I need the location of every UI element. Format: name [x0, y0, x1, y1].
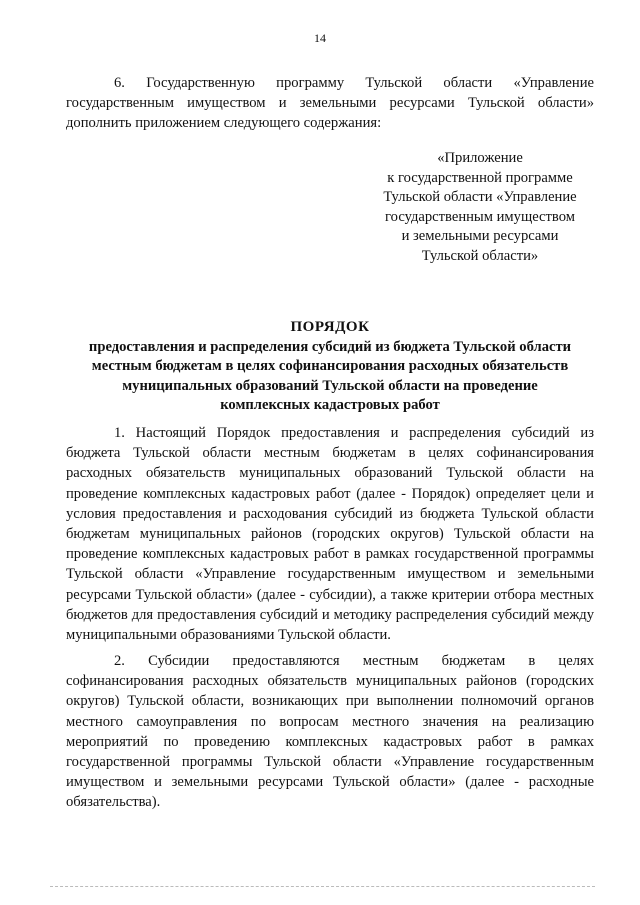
heading-line: муниципальных образований Тульской области на проведение	[122, 377, 538, 394]
appendix-line: Тульской области»	[421, 247, 539, 264]
heading-title: ПОРЯДОК	[290, 319, 370, 335]
body-paragraph-2: 2. Субсидии предоставляются местным бюджетам в целях софинансирования расходных обязательств муниципальных районов (городских округов) Тульской области, возникающих при выполнении полномочий органов местного самоуправления по вопросам местного значения на реализацию мероприятий по проведению комплексных кадастровых работ в рамках государственной программы Тульской области «Управление государственным имуществом и земельными ресурсами Тульской области» (далее - расходные обязательства).	[66, 653, 594, 811]
appendix-line: Тульской области «Управление	[383, 189, 577, 206]
page-number: 14	[314, 31, 326, 45]
heading-line: местным бюджетам в целях софинансирования расходных обязательств	[91, 358, 569, 374]
appendix-line: и земельными ресурсами	[401, 228, 559, 245]
appendix-header-block	[372, 149, 588, 267]
heading-line: комплексных кадастровых работ	[220, 397, 440, 413]
amendment-paragraph-6: 6. Государственную программу Тульской области «Управление государственным имуществом и земельными ресурсами Тульской области» дополнить приложением следующего содержания:	[66, 75, 594, 132]
body-paragraph-1: 1. Настоящий Порядок предоставления и распределения субсидий из бюджета Тульской области местным бюджетам в целях софинансирования расходных обязательств муниципальных образований Тульской области на проведение комплексных кадастровых работ (далее - Порядок) определяет цели и условия предоставления и расходования субсидий из бюджета Тульской области бюджетам муниципальных районов (городских округов) Тульской области на проведение комплексных кадастровых работ в рамках государственной программы Тульской области «Управление государственным имуществом и земельными ресурсами Тульской области» (далее - субсидии), а также критерии отбора местных бюджетов для предоставления субсидий и методику распределения субсидий между муниципальными образованиями Тульской области.	[66, 425, 594, 644]
appendix-line: государственным имуществом	[385, 208, 575, 225]
document-heading	[66, 318, 594, 416]
scan-edge-line	[50, 886, 595, 887]
heading-line: предоставления и распределения субсидий из бюджета Тульской области	[88, 338, 572, 355]
appendix-line: к государственной программе	[387, 169, 573, 186]
appendix-line: «Приложение	[437, 150, 523, 166]
